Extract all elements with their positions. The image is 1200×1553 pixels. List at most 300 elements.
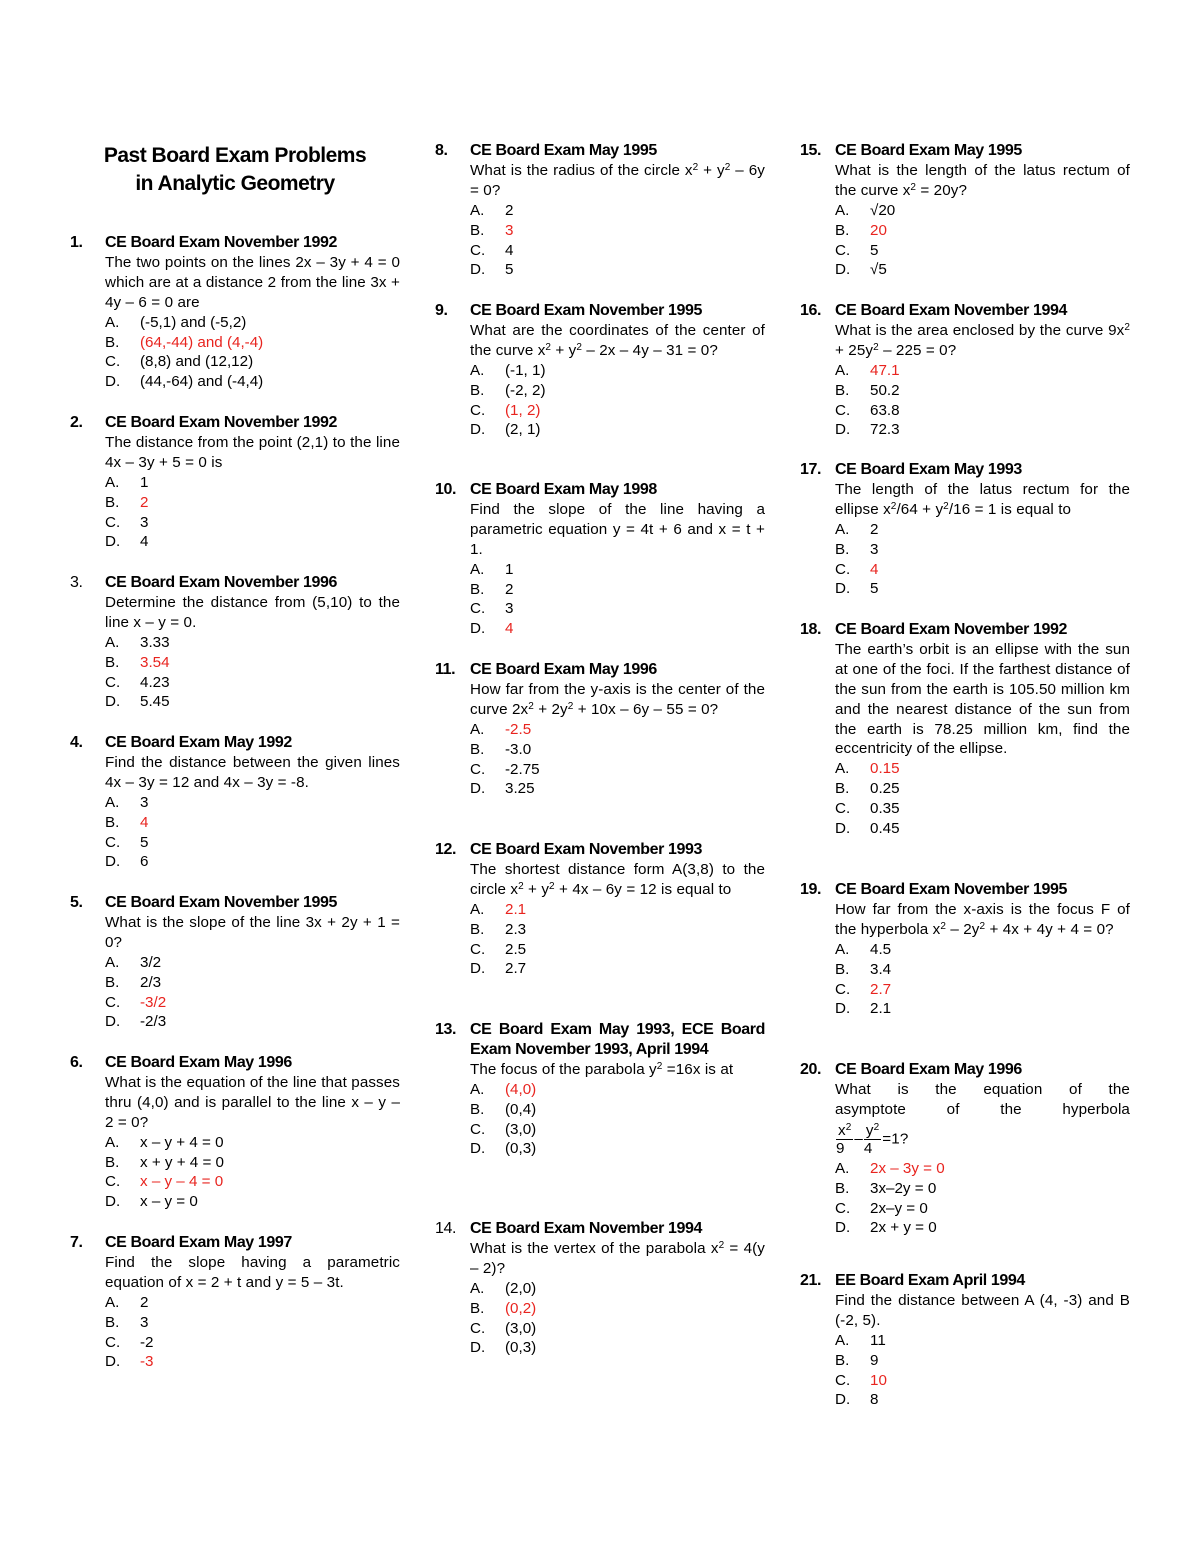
question-text: Determine the distance from (5,10) to the line x – y = 0.	[105, 593, 400, 631]
problem-8	[435, 141, 765, 280]
option-c	[800, 241, 1130, 261]
option-text: 0.25	[870, 780, 900, 798]
option-text: 10	[870, 1371, 887, 1389]
problem-number: 15.	[800, 142, 822, 159]
option-text: 3.4	[870, 960, 892, 978]
problem-number: 10.	[435, 481, 457, 498]
option-d	[800, 1390, 1130, 1410]
option-d	[435, 420, 765, 440]
problem-number: 21.	[800, 1272, 822, 1289]
option-letter: C.	[470, 401, 486, 419]
option-b-answer	[435, 221, 765, 241]
option-letter: C.	[105, 513, 121, 531]
problem-heading: 20. CE Board Exam May 1996	[800, 1061, 1022, 1078]
option-letter: D.	[835, 421, 851, 439]
option-text: (2, 1)	[505, 421, 541, 439]
problem-7	[70, 1233, 400, 1372]
question-text: The length of the latus rectum for the ellipse $x^2/64 + y^2/16 = 1$ is equal to	[835, 480, 1130, 518]
option-c	[70, 673, 400, 693]
option-letter: B.	[835, 540, 850, 558]
option-text: 1	[140, 473, 149, 491]
question-text: Find the slope of the line having a parametric equation y = 4t + 6 and x = t + 1.	[470, 500, 765, 558]
problem-10	[435, 480, 765, 639]
option-text: (3,0)	[505, 1120, 537, 1138]
option-text: 2.1	[870, 1000, 892, 1018]
option-letter: C.	[470, 241, 486, 259]
problem-17	[800, 460, 1130, 599]
problem-2	[70, 413, 400, 552]
option-b-answer	[70, 653, 400, 673]
option-c	[435, 241, 765, 261]
question-text: What is the length of the latus rectum of the curve $x^2 = 20y$?	[835, 161, 1130, 199]
option-letter: A.	[470, 201, 485, 219]
option-d	[435, 260, 765, 280]
option-letter: A.	[470, 1080, 485, 1098]
problem-21	[800, 1271, 1130, 1410]
option-a	[435, 560, 765, 580]
option-a	[70, 1133, 400, 1153]
option-letter: B.	[470, 1100, 485, 1118]
question-text: What is the vertex of the parabola $x^2 = 4(y - 2)$?	[470, 1239, 765, 1277]
option-text: 2x – 3y = 0	[870, 1159, 945, 1177]
option-text: 11	[870, 1331, 886, 1349]
problem-14	[435, 1219, 765, 1358]
option-text: 8	[870, 1391, 879, 1409]
option-letter: C.	[835, 800, 851, 818]
problem-number: 20.	[800, 1061, 822, 1078]
option-b	[800, 1351, 1130, 1371]
option-text: 2.3	[505, 920, 527, 938]
option-d	[800, 999, 1130, 1019]
option-a	[70, 473, 400, 493]
option-a	[70, 313, 400, 333]
question-text: What is the slope of the line 3x + 2y + 1 = 0?	[105, 913, 400, 951]
option-text: 4	[505, 241, 514, 259]
option-c	[435, 1120, 765, 1140]
option-text: 2/3	[140, 973, 162, 991]
option-text: 4	[505, 620, 514, 638]
question-text: Find the distance between A (4, -3) and B (-2, 5).	[835, 1291, 1130, 1329]
option-b	[435, 1100, 765, 1120]
option-text: 3.54	[140, 653, 170, 671]
option-text: √20	[870, 201, 896, 219]
option-d-answer	[435, 619, 765, 639]
option-c	[70, 352, 400, 372]
option-letter: C.	[835, 1199, 851, 1217]
option-text: 3	[505, 600, 514, 618]
question-text: The distance from the point (2,1) to the line 4x – 3y + 5 = 0 is	[105, 433, 400, 471]
fraction-x2-over-9: $\frac{x^2}{9}$	[836, 1121, 852, 1157]
option-text: -2/3	[140, 1013, 167, 1031]
option-text: 9	[870, 1351, 879, 1369]
option-letter: D.	[105, 1013, 121, 1031]
option-letter: D.	[105, 853, 121, 871]
problem-heading: 8. CE Board Exam May 1995	[435, 142, 657, 159]
option-letter: B.	[105, 333, 120, 351]
option-letter: C.	[470, 1120, 486, 1138]
option-text: 3	[140, 793, 149, 811]
option-text: -2.75	[505, 760, 540, 778]
question-text: Find the distance between the given lines 4x – 3y = 12 and 4x – 3y = -8.	[105, 753, 400, 791]
option-b	[435, 740, 765, 760]
option-text: x – y – 4 = 0	[140, 1173, 224, 1191]
option-b	[800, 381, 1130, 401]
option-b-answer	[800, 221, 1130, 241]
option-c	[800, 799, 1130, 819]
option-c	[800, 1199, 1130, 1219]
option-text: 3	[140, 1313, 149, 1331]
option-text: 4	[140, 533, 149, 551]
option-letter: A.	[835, 520, 850, 538]
problem-3	[70, 573, 400, 712]
problem-heading: 12. CE Board Exam November 1993	[435, 841, 702, 858]
option-letter: D.	[105, 1353, 121, 1371]
problem-heading: 11. CE Board Exam May 1996	[435, 661, 657, 678]
option-text: 6	[140, 853, 149, 871]
option-letter: B.	[105, 493, 120, 511]
option-d	[800, 579, 1130, 599]
option-d	[70, 532, 400, 552]
option-letter: A.	[105, 313, 120, 331]
question-text: The shortest distance form A(3,8) to the circle $x^2 + y^2 + 4x - 6y = 12$ is equal to	[470, 860, 765, 898]
option-letter: A.	[105, 793, 120, 811]
option-c	[800, 401, 1130, 421]
option-letter: A.	[105, 473, 120, 491]
problem-number: 6.	[70, 1054, 83, 1071]
problem-number: 13.	[435, 1021, 457, 1038]
problem-heading: 14. CE Board Exam November 1994	[435, 1220, 702, 1237]
option-text: 5	[140, 833, 149, 851]
question-text-line-1: What is the equation of the	[835, 1080, 1130, 1098]
problem-number: 1.	[70, 234, 83, 251]
problem-number: 2.	[70, 414, 83, 431]
question-text: The earth’s orbit is an ellipse with the sun at one of the foci. If the farthest distance of the sun from the earth is 105.50 million km and the nearest distance of the sun from the earth is 78.25 million km, find the eccentricity of the ellipse.	[835, 640, 1130, 758]
option-a	[800, 520, 1130, 540]
option-text: 3	[140, 513, 149, 531]
option-text: (3,0)	[505, 1319, 537, 1337]
problem-number: 5.	[70, 894, 83, 911]
option-text: 2.7	[505, 960, 527, 978]
option-letter: D.	[470, 780, 486, 798]
problem-heading: 13. CE Board Exam May 1993, ECE Board Exam November 1993, April 1994	[435, 1021, 765, 1058]
problem-heading: 3. CE Board Exam November 1996	[70, 574, 337, 591]
option-letter: B.	[105, 653, 120, 671]
option-letter: B.	[470, 381, 485, 399]
problem-heading: 10. CE Board Exam May 1998	[435, 481, 657, 498]
problem-number: 12.	[435, 841, 457, 858]
option-text: 2x–y = 0	[870, 1199, 928, 1217]
problem-heading: 21. EE Board Exam April 1994	[800, 1272, 1025, 1289]
option-letter: A.	[105, 1133, 120, 1151]
problem-6	[70, 1053, 400, 1212]
question-text: How far from the y-axis is the center of the curve $2x^2 + 2y^2 + 10x - 6y - 55 = 0$?	[470, 680, 765, 718]
option-letter: C.	[105, 353, 121, 371]
option-text: 5	[870, 241, 879, 259]
option-text: (-1, 1)	[505, 361, 546, 379]
option-letter: A.	[835, 760, 850, 778]
option-letter: D.	[470, 1339, 486, 1357]
option-d	[70, 1192, 400, 1212]
option-c	[70, 513, 400, 533]
option-text: (0,2)	[505, 1299, 537, 1317]
option-a	[435, 201, 765, 221]
option-a-answer	[800, 361, 1130, 381]
problem-18	[800, 620, 1130, 839]
question-text: Find the slope having a parametric equation of x = 2 + t and y = 5 – 3t.	[105, 1253, 400, 1291]
option-text: (1, 2)	[505, 401, 541, 419]
problem-13	[435, 1020, 765, 1159]
option-text: (64,-44) and (4,-4)	[140, 333, 264, 351]
option-text: 2x + y = 0	[870, 1219, 937, 1237]
problem-number: 11.	[435, 661, 456, 678]
option-letter: D.	[835, 1000, 851, 1018]
page-title	[70, 142, 400, 198]
problem-19	[800, 880, 1130, 1019]
option-b	[70, 973, 400, 993]
option-d	[435, 1139, 765, 1159]
question-text: What is the radius of the circle $x^2 + y^2 - 6y = 0$?	[470, 161, 765, 199]
option-c-answer	[70, 993, 400, 1013]
option-letter: B.	[105, 813, 120, 831]
page-title-line-1: Past Board Exam Problems	[103, 144, 367, 167]
option-b-answer	[435, 1299, 765, 1319]
option-letter: D.	[835, 820, 851, 838]
option-letter: C.	[470, 1319, 486, 1337]
option-text: 3/2	[140, 953, 162, 971]
option-b-answer	[70, 813, 400, 833]
option-b	[435, 381, 765, 401]
option-c	[435, 1319, 765, 1339]
option-text: x + y + 4 = 0	[140, 1153, 225, 1171]
option-c-answer	[70, 1172, 400, 1192]
option-d	[800, 819, 1130, 839]
option-letter: B.	[835, 1351, 850, 1369]
question-text-line-2: asymptote of the hyperbola	[835, 1100, 1130, 1118]
option-text: (-5,1) and (-5,2)	[140, 313, 247, 331]
option-letter: B.	[470, 580, 485, 598]
option-c-answer	[435, 401, 765, 421]
option-text: 2.1	[505, 900, 527, 918]
option-d	[70, 852, 400, 872]
option-letter: C.	[105, 833, 121, 851]
option-letter: A.	[835, 1159, 850, 1177]
option-c	[435, 599, 765, 619]
option-letter: A.	[835, 940, 850, 958]
option-text: 1	[505, 560, 514, 578]
question-text: The focus of the parabola $y^2 =16x$ is at	[470, 1060, 734, 1078]
fraction-y2-over-4: $\frac{y^2}{4}$	[863, 1121, 880, 1157]
problem-heading: 5. CE Board Exam November 1995	[70, 894, 337, 911]
option-letter: B.	[470, 221, 485, 239]
option-text: 5	[505, 261, 514, 279]
option-letter: C.	[105, 1173, 121, 1191]
option-letter: D.	[470, 261, 486, 279]
problem-20	[800, 1060, 1130, 1238]
option-d	[435, 1338, 765, 1358]
option-text: (0,3)	[505, 1140, 537, 1158]
option-letter: C.	[835, 241, 851, 259]
option-text: x – y = 0	[140, 1193, 198, 1211]
option-text: 50.2	[870, 381, 900, 399]
option-d-answer	[70, 1352, 400, 1372]
problem-number: 7.	[70, 1234, 83, 1251]
option-text: -3	[140, 1353, 154, 1371]
option-c	[435, 760, 765, 780]
option-c	[70, 1333, 400, 1353]
problem-number: 3.	[70, 574, 83, 591]
option-text: 3.33	[140, 633, 170, 651]
problem-heading: 18. CE Board Exam November 1992	[800, 621, 1067, 638]
problem-number: 4.	[70, 734, 83, 751]
option-letter: C.	[470, 760, 486, 778]
option-letter: B.	[105, 1313, 120, 1331]
option-text: -2.5	[505, 720, 532, 738]
problem-heading: 4. CE Board Exam May 1992	[70, 734, 292, 751]
problem-number: 18.	[800, 621, 822, 638]
option-letter: A.	[105, 953, 120, 971]
option-letter: D.	[835, 261, 851, 279]
option-text: 72.3	[870, 421, 900, 439]
option-c	[70, 833, 400, 853]
problem-15	[800, 141, 1130, 280]
option-c-answer	[800, 1371, 1130, 1391]
option-a-answer	[435, 900, 765, 920]
problem-12	[435, 840, 765, 979]
option-text: 3	[870, 540, 879, 558]
option-b	[800, 960, 1130, 980]
option-letter: A.	[835, 201, 850, 219]
problem-9	[435, 301, 765, 440]
option-d	[70, 372, 400, 392]
problem-heading: 2. CE Board Exam November 1992	[70, 414, 337, 431]
option-text: 2	[505, 201, 514, 219]
option-d	[435, 959, 765, 979]
question-text: What is the equation of the line that passes thru (4,0) and is parallel to the line x – y – 2 = 0?	[105, 1073, 400, 1131]
option-letter: C.	[105, 673, 121, 691]
option-text: 2	[140, 1293, 149, 1311]
problem-heading: 16. CE Board Exam November 1994	[800, 302, 1067, 319]
option-letter: B.	[835, 780, 850, 798]
option-text: -2	[140, 1333, 154, 1351]
option-c-answer	[800, 560, 1130, 580]
option-a	[70, 1293, 400, 1313]
option-letter: D.	[835, 1219, 851, 1237]
option-b	[70, 1313, 400, 1333]
option-text: (-2, 2)	[505, 381, 546, 399]
option-b-answer	[70, 493, 400, 513]
option-d	[800, 260, 1130, 280]
option-letter: D.	[470, 1140, 486, 1158]
option-letter: A.	[105, 633, 120, 651]
option-letter: A.	[835, 361, 850, 379]
option-a	[800, 1331, 1130, 1351]
option-letter: D.	[470, 421, 486, 439]
option-letter: D.	[105, 1193, 121, 1211]
problem-heading: 7. CE Board Exam May 1997	[70, 1234, 292, 1251]
option-letter: D.	[105, 693, 121, 711]
option-a-answer	[435, 720, 765, 740]
option-text: (0,4)	[505, 1100, 537, 1118]
option-c	[435, 940, 765, 960]
option-letter: A.	[470, 900, 485, 918]
problem-1	[70, 233, 400, 392]
option-letter: D.	[835, 1391, 851, 1409]
option-text: 4.5	[870, 940, 892, 958]
problem-16	[800, 301, 1130, 440]
question-text: What is the area enclosed by the curve $9x^2 + 25y^2 - 225 = 0$?	[835, 321, 1130, 359]
problem-number: 9.	[435, 302, 448, 319]
option-letter: C.	[835, 401, 851, 419]
option-letter: B.	[835, 221, 850, 239]
option-a	[70, 953, 400, 973]
question-text: How far from the x-axis is the focus F of the hyperbola $x^2 - 2y^2 + 4x + 4y + 4 = 0$?	[835, 900, 1130, 938]
option-text: 3.25	[505, 780, 535, 798]
option-a-answer	[435, 1080, 765, 1100]
option-d	[800, 420, 1130, 440]
option-text: √5	[870, 261, 887, 279]
option-text: x – y + 4 = 0	[140, 1133, 224, 1151]
option-letter: A.	[470, 1279, 485, 1297]
option-letter: C.	[835, 1371, 851, 1389]
problem-11	[435, 660, 765, 799]
option-text: 3x–2y = 0	[870, 1179, 937, 1197]
option-letter: B.	[105, 1153, 120, 1171]
option-letter: D.	[105, 373, 121, 391]
option-text: 0.35	[870, 800, 900, 818]
option-text: 5.45	[140, 693, 170, 711]
option-a	[800, 940, 1130, 960]
option-a	[800, 201, 1130, 221]
option-text: 2.5	[505, 940, 527, 958]
option-a-answer	[800, 1159, 1130, 1179]
option-a	[435, 361, 765, 381]
option-letter: A.	[470, 361, 485, 379]
option-a	[435, 1279, 765, 1299]
option-b	[435, 580, 765, 600]
problem-heading: 19. CE Board Exam November 1995	[800, 881, 1067, 898]
option-letter: B.	[835, 1179, 850, 1197]
option-text: 3	[505, 221, 514, 239]
problem-number: 16.	[800, 302, 822, 319]
option-a-answer	[800, 759, 1130, 779]
option-letter: B.	[105, 973, 120, 991]
option-letter: B.	[470, 740, 485, 758]
problem-5	[70, 893, 400, 1032]
option-letter: D.	[835, 580, 851, 598]
option-text: (44,-64) and (-4,4)	[140, 373, 264, 391]
problem-number: 14.	[435, 1220, 457, 1237]
problem-number: 19.	[800, 881, 822, 898]
problem-number: 17.	[800, 461, 822, 478]
option-text: 2.7	[870, 980, 892, 998]
problem-4	[70, 733, 400, 872]
option-text: 2	[140, 493, 149, 511]
option-letter: C.	[105, 993, 121, 1011]
option-text: -3.0	[505, 740, 532, 758]
option-text: 63.8	[870, 401, 900, 419]
option-letter: B.	[835, 960, 850, 978]
option-letter: C.	[105, 1333, 121, 1351]
option-letter: C.	[835, 560, 851, 578]
question-text: The two points on the lines 2x – 3y + 4 = 0 which are at a distance 2 from the line 3x + 4y – 6 = 0 are	[105, 253, 400, 311]
option-letter: B.	[470, 1299, 485, 1317]
option-letter: B.	[470, 920, 485, 938]
option-b	[800, 1179, 1130, 1199]
problem-heading: 1. CE Board Exam November 1992	[70, 234, 337, 251]
option-a	[70, 633, 400, 653]
option-text: (0,3)	[505, 1339, 537, 1357]
option-letter: B.	[835, 381, 850, 399]
